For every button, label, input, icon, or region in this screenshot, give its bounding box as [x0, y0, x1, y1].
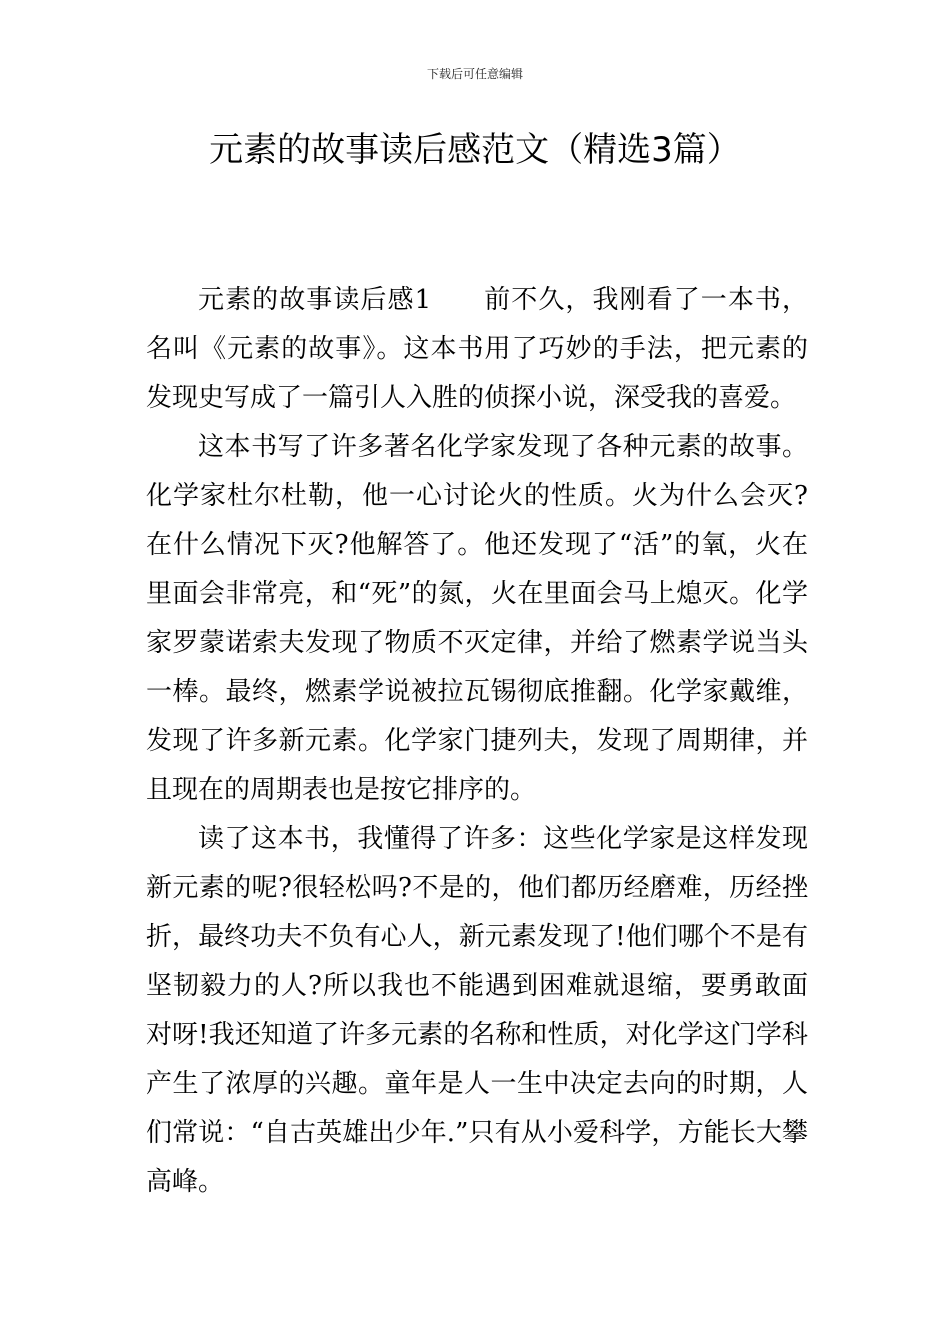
section-heading: 元素的故事读后感1 [198, 285, 432, 315]
paragraph-2: 这本书写了许多著名化学家发现了各种元素的故事。化学家杜尔杜勒，他一心讨论火的性质。火为什么会灭?在什么情况下灭?他解答了。他还发现了“活”的氧，火在里面会非常亮，和“死”的氮，火在里面会马上熄灭。化学家罗蒙诺索夫发现了物质不灭定律，并给了燃素学说当头一棒。最终，燃素学说被拉瓦锡彻底推翻。化学家戴维，发现了许多新元素。化学家门捷列夫，发现了周期律，并且现在的周期表也是按它排序的。 [146, 432, 808, 805]
document-body [146, 276, 808, 1207]
document-title: 元素的故事读后感范文（精选3篇） [209, 130, 741, 170]
paragraph-1-text: 前不久，我刚看了一本书，名叫《元素的故事》。这本书用了巧妙的手法，把元素的发现史写成了一篇引人入胜的侦探小说，深受我的喜爱。 [146, 285, 808, 413]
header-note: 下载后可任意编辑 [426, 67, 523, 81]
paragraph-3: 读了这本书，我懂得了许多：这些化学家是这样发现新元素的呢?很轻松吗?不是的，他们都历经磨难，历经挫折，最终功夫不负有心人，新元素发现了!他们哪个不是有坚韧毅力的人?所以我也不能遇到困难就退缩，要勇敢面对呀!我还知道了许多元素的名称和性质，对化学这门学科产生了浓厚的兴趣。童年是人一生中决定去向的时期，人们常说：“自古英雄出少年.”只有从小爱科学，方能长大攀高峰。 [146, 824, 808, 1197]
paragraph-1 [146, 276, 808, 423]
